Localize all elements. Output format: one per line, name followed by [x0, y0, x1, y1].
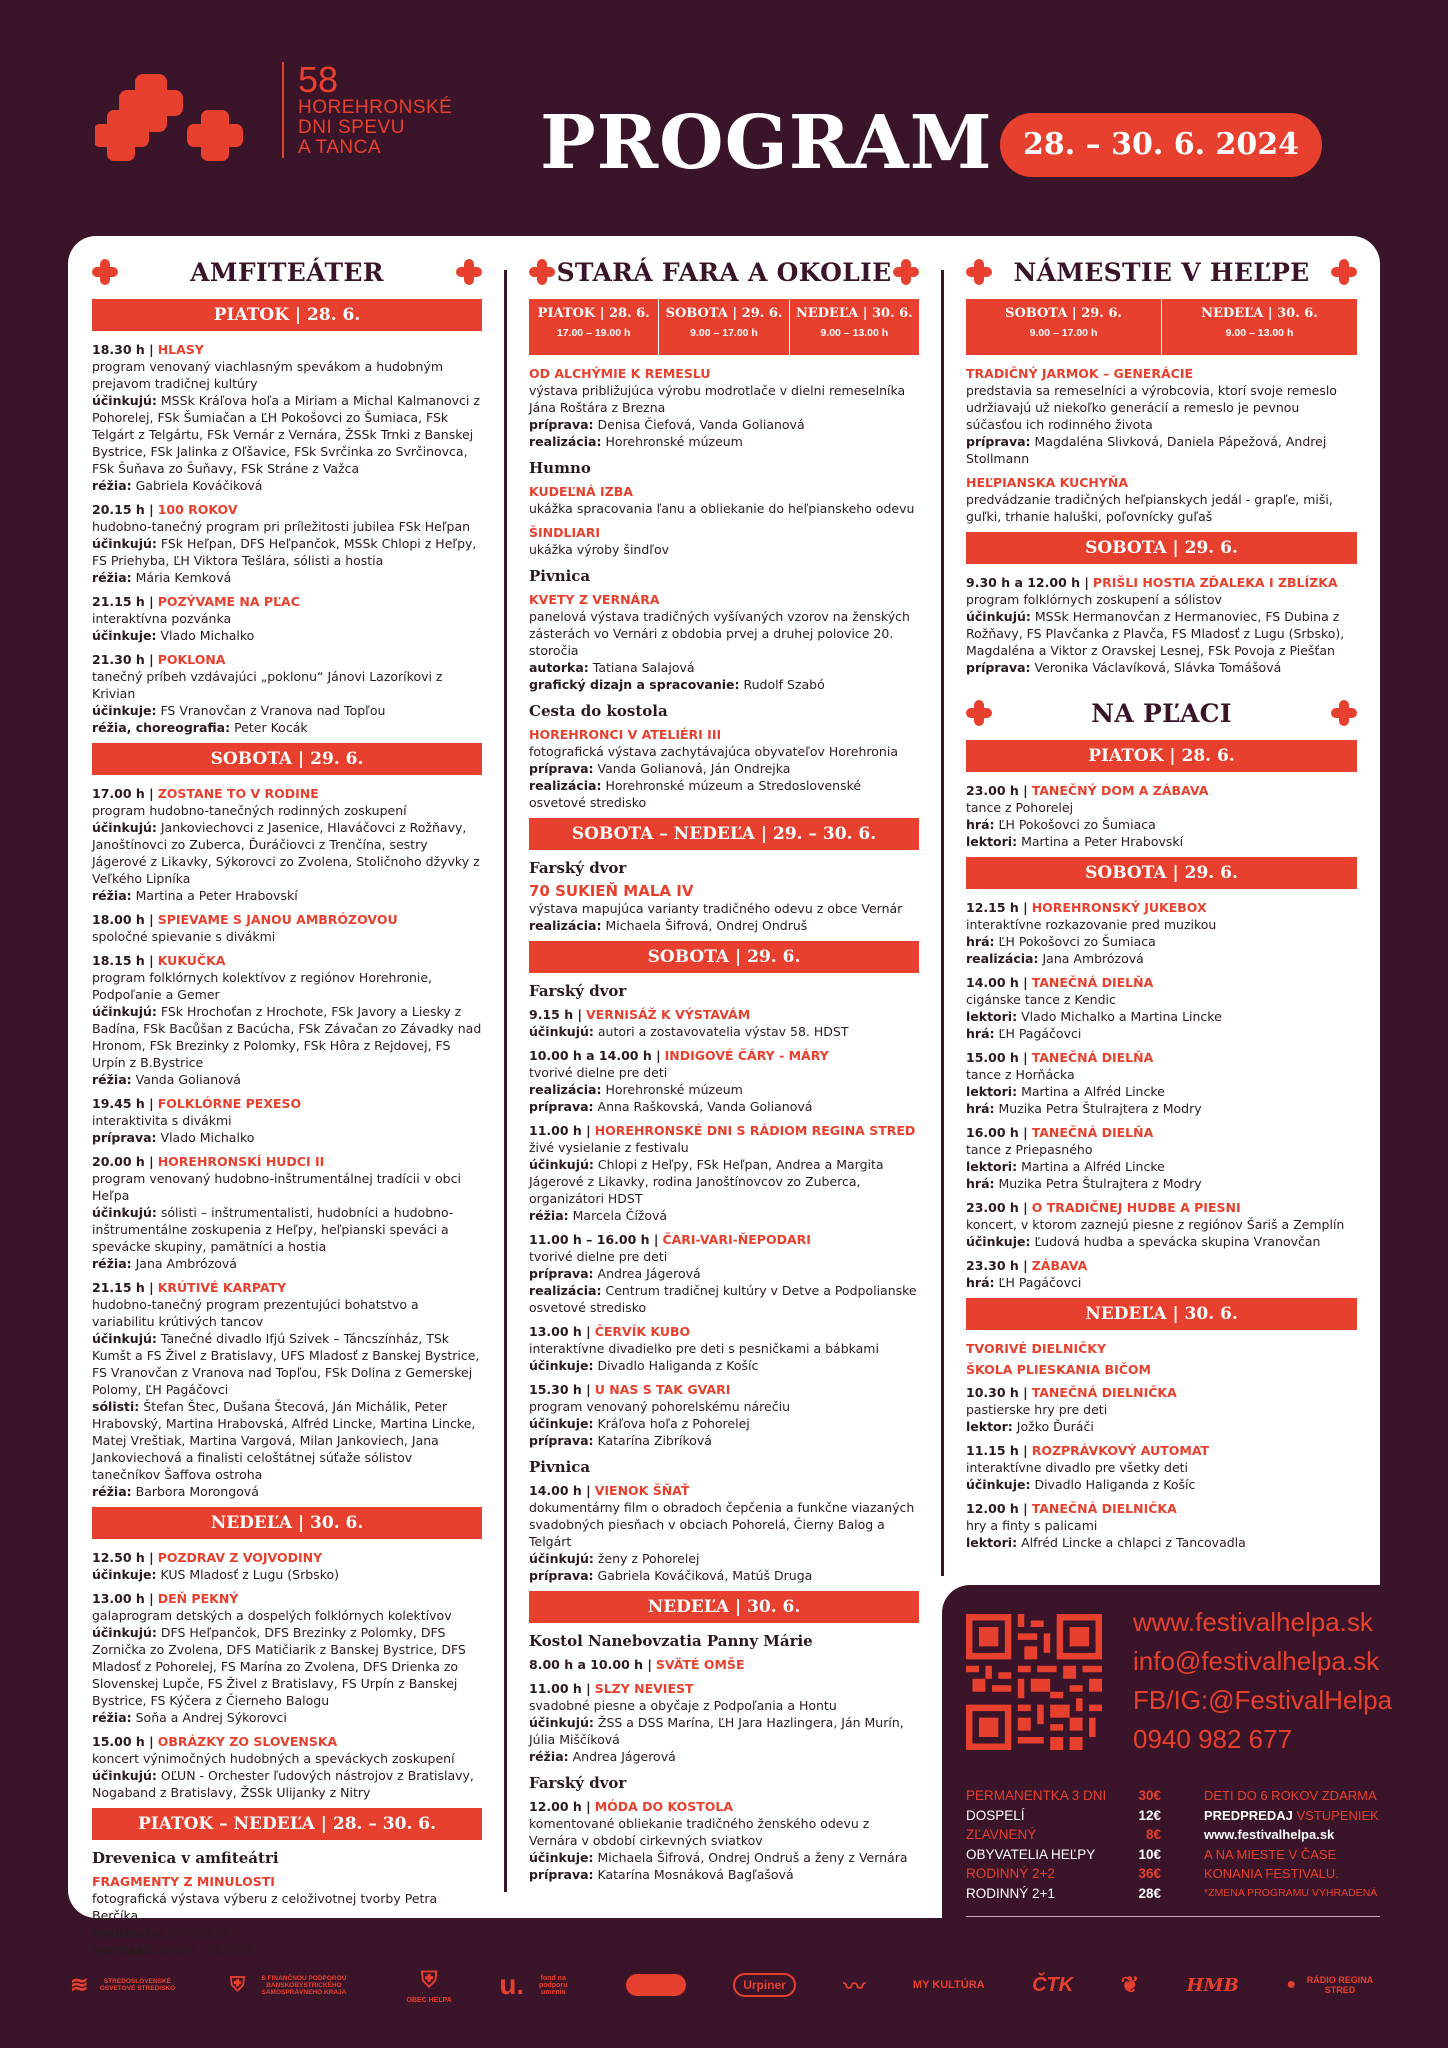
place-heading: Pivnica: [529, 1458, 591, 1476]
venue-heading: [529, 255, 919, 289]
column-namestie: [966, 255, 1357, 1558]
venue-title: AMFITEÁTER: [190, 257, 384, 287]
event: 15.30 h | U NAS S TAK GVARI program venovaný pohorelskému nárečiu účinkuje: Kráľova hoľa z Pohorelej príprava: Katarína Zibríková: [529, 1382, 790, 1448]
day-header-multi: PIATOK | 28. 6. 17.00 – 19.00 h SOBOTA | 29. 6. 9.00 – 17.00 h NEDEĽA | 30. 6. 9.00 – 13.00 h: [529, 299, 919, 355]
festival-dates-badge: 28. – 30. 6. 2024: [1000, 113, 1322, 177]
price-row: PERMANENTKA 3 DNI 30€: [966, 1788, 1161, 1803]
event: OD ALCHÝMIE K REMESLU výstava približujúca výrobu modrotlače v dielni remeselníka Jána Roštára z Brezna príprava: Denisa Čiefová, Vanda Golianová realizácia: Horehronské múzeum: [529, 366, 906, 449]
event: 23.00 h | O TRADIČNEJ HUDBE A PIESNI koncert, v ktorom zaznejú piesne z regiónov Šariš a Zemplín účinkuje: Ľudová hudba a spevácka skupina Vranovčan: [966, 1200, 1345, 1249]
phone-number[interactable]: 0940 982 677: [1133, 1724, 1293, 1754]
event: 12.00 h | TANEČNÁ DIELNIČKA hry a finty s palicami lektori: Alfréd Lincke a chlapci z Tancovadla: [966, 1501, 1246, 1550]
event: 23.30 h | ZÁBAVA hrá: ĽH Pagáčovci: [966, 1258, 1088, 1290]
logo-line-1: HOREHRONSKÉ: [298, 97, 453, 118]
cross-icon: [1331, 700, 1357, 726]
venue-heading: [966, 696, 1357, 730]
day-header: NEDEĽA | 30. 6.: [529, 1591, 919, 1623]
event: KUDEĽNÁ IZBA ukážka spracovania ľanu a obliekanie do heľpianskeho odevu: [529, 484, 915, 516]
day-header: NEDEĽA | 30. 6.: [92, 1507, 482, 1539]
social-link[interactable]: FB/IG:@FestivalHelpa: [1133, 1685, 1393, 1715]
logo-line-2: DNI SPEVU: [298, 117, 405, 138]
sponsor-logos: [70, 1945, 1380, 2025]
day-header: NEDEĽA | 30. 6.: [966, 1298, 1357, 1330]
event: 18.00 h | SPIEVAME S JANOU AMBRÓZOVOU spoločné spievanie s divákmi: [92, 912, 398, 944]
event: 21.15 h | POZÝVAME NA PĽAC interaktívna pozvánka účinkuje: Vlado Michalko: [92, 594, 300, 643]
email-link[interactable]: info@festivalhelpa.sk: [1133, 1646, 1380, 1676]
event: 70 SUKIEŇ MALA IV výstava mapujúca varianty tradičného odevu z obce Vernár realizácia: Michaela Šifrová, Ondrej Ondruš: [529, 882, 903, 933]
festival-logo-icon: [95, 62, 255, 182]
event: 14.00 h | TANEČNÁ DIELŇA cigánske tance z Kendic lektori: Vlado Michalko a Martina Lincke hrá: ĽH Pagáčovci: [966, 975, 1222, 1041]
event: 15.00 h | TANEČNÁ DIELŇA tance z Horňácka lektori: Martina a Alfréd Lincke hrá: Muzika Petra Štulrajtera z Modry: [966, 1050, 1202, 1116]
cross-icon: [529, 259, 555, 285]
event: 16.00 h | TANEČNÁ DIELŇA tance z Priepasného lektori: Martina a Alfréd Lincke hrá: Muzika Petra Štulrajtera z Modry: [966, 1125, 1202, 1191]
place-heading: Pivnica: [529, 567, 591, 585]
day-header: PIATOK | 28. 6.: [966, 740, 1357, 772]
event: 8.00 h a 10.00 h | SVÄTÉ OMŠE: [529, 1657, 745, 1672]
day-header: SOBOTA – NEDEĽA | 29. – 30. 6.: [529, 818, 919, 850]
price-row: ZĽAVNENÝ 8€: [966, 1827, 1161, 1842]
venue-title: NA PĽACI: [1091, 698, 1232, 728]
day-header: PIATOK | 28. 6.: [92, 299, 482, 331]
day-header: SOBOTA | 29. 6.: [966, 857, 1357, 889]
event: 11.00 h | HOREHRONSKÉ DNI S RÁDIOM REGINA STRED živé vysielanie z festivalu účinkujú: Chlopi z Heľpy, FSk Heľpan, Andrea a Margita Jágerové z Likavky, rodina Janoštínovcov zo Zuberca, organizátori HDST réžia: Marcela Čížová: [529, 1123, 916, 1223]
venue-heading: [966, 255, 1357, 289]
place-heading: Cesta do kostola: [529, 702, 668, 720]
event: 13.00 h | DEŇ PEKNÝ galaprogram detských a dospelých folklórnych kolektívov účinkujú: DFS Heľpančok, DFS Brezinky z Polomky, DFS Zornička zo Zvolena, DFS Matičiarik z Banskej Bystrice, DFS Mladosť z Pohorelej, FS Marína zo Zvolena, DFS Drienka zo Slovenskej Lupče, FS Živel z Bratislavy, FS Urpín z Banskej Bystrice, FS Kýčera z Čierneho Balogu réžia: Soňa a Andrej Sýkorovci: [92, 1591, 466, 1725]
header: [0, 0, 1448, 235]
cross-icon: [966, 700, 992, 726]
subheading: ŠKOLA PLIESKANIA BIČOM: [966, 1362, 1151, 1377]
place-heading: Farský dvor: [529, 982, 627, 1000]
qr-code-icon[interactable]: [966, 1614, 1102, 1750]
place-heading: Farský dvor: [529, 859, 627, 877]
program-change-note: *ZMENA PROGRAMU VYHRADENÁ: [1204, 1886, 1378, 1899]
sponsor-logo-hmb: HMB: [1186, 1974, 1239, 1996]
venue-title: STARÁ FARA A OKOLIE: [556, 257, 892, 287]
event: 18.30 h | HLASY program venovaný viachlasným spevákom a hudobným prejavom tradičnej kultúry účinkujú: MSSk Kráľova hoľa a Miriam a Michal Kalmanovci z Pohorelej, FSk Šumiačan a ĽH Pokošovci zo Šumiaca, FSk Telgárt z Telgártu, FSk Vernár z Vernára, ŽSSk Trnki z Banskej Bystrice, FSk Jalinka z Oľšavice, FSk Svrčinka zo Svrčinovca, FSk Šuňava zo Šuňavy, FSk Stráne z Važca réžia: Gabriela Kováčiková: [92, 342, 480, 493]
day-header-multi: SOBOTA | 29. 6. 9.00 – 17.00 h NEDEĽA | 30. 6. 9.00 – 13.00 h: [966, 299, 1357, 355]
cross-icon: [1331, 259, 1357, 285]
event: 12.15 h | HOREHRONSKÝ JUKEBOX interaktívne rozkazovanie pred muzikou hrá: ĽH Pokošovci zo Šumiaca realizácia: Jana Ambrózová: [966, 900, 1217, 966]
event: 19.45 h | FOLKLÓRNE PEXESO interaktivita s divákmi príprava: Vlado Michalko: [92, 1096, 302, 1145]
event: 20.15 h | 100 ROKOV hudobno-tanečný program pri príležitosti jubilea FSk Heľpan účinkujú: FSk Heľpan, DFS Heľpančok, MSSk Chlopi z Heľpy, FS Priehyba, ĽH Viktora Tešlára, sólisti a hostia réžia: Mária Kemková: [92, 502, 477, 585]
venue-heading: [92, 255, 482, 289]
column-amfiteater: [92, 255, 482, 1965]
event: 18.15 h | KUKUČKA program folklórnych kolektívov z regiónov Horehronie, Podpoľanie a Gemer účinkujú: FSk Hrochoťan z Hrochote, FSk Javory a Liesky z Badína, FSk Bacůšan z Bacúcha, FSk Závačan zo Závadky nad Hronom, FSk Brezinky z Polomky, FSk Hôra z Rejdovej, FS Urpín z B.Bystrice réžia: Vanda Golianová: [92, 953, 482, 1087]
event: 9.30 h a 12.00 h | PRIŠLI HOSTIA ZĎALEKA I ZBLÍZKA program folklórnych zoskupení a sólistov účinkujú: MSSk Hermanovčan z Hermanoviec, FS Dubina z Rožňavy, FS Plavčanka z Plavča, FS Mladosť z Lugu (Srbsko), Magdaléna a Viktor z Oravskej Lesnej, FSk Povoja z Piešťan príprava: Veronika Václavíková, Slávka Tomášová: [966, 575, 1345, 675]
subheading: TVORIVÉ DIELNIČKY: [966, 1341, 1107, 1356]
event: 10.00 h a 14.00 h | INDIGOVÉ ČÁRY - MÁRY tvorivé dielne pre deti realizácia: Horehronské múzeum príprava: Anna Raškovská, Vanda Golianová: [529, 1048, 829, 1114]
event: TRADIČNÝ JARMOK – GENERÁCIE predstavia sa remeselníci a výrobcovia, ktorí svoje remeslo udržiavajú už niekoľko generácií a remeslo je pevnou súčasťou ich rodinného života príprava: Magdaléna Slivková, Daniela Pápežová, Andrej Stollmann: [966, 366, 1337, 466]
event: 9.15 h | VERNISÁŽ K VÝSTAVÁM účinkujú: autori a zostavovatelia výstav 58. HDST: [529, 1007, 849, 1039]
sponsor-logo-obec-helpa: ⛨ OBEC HEĽPA: [406, 1966, 452, 2004]
event: 21.30 h | POKLONA tanečný príbeh vzdávajúci „poklonu“ Jánovi Lazoríkovi z Krivian účinkuje: FS Vranovčan z Vranova nad Topľou réžia, choreografia: Peter Kocák: [92, 652, 443, 735]
cross-icon: [893, 259, 919, 285]
cross-icon: [456, 259, 482, 285]
event: 11.00 h | SLZY NEVIEST svadobné piesne a obyčaje z Podpoľania a Hontu účinkujú: ŽSS a DSS Marína, ĽH Jara Hazlingera, Ján Murín, Júlia Miščíková réžia: Andrea Jágerová: [529, 1681, 904, 1764]
event: 12.00 h | MÓDA DO KOSTOLA komentované obliekanie tradičného ženského odevu z Vernára v období cirkevných sviatkov účinkuje: Michaela Šifrová, Ondrej Ondruš a ženy z Vernára príprava: Katarína Mosnáková Bagľašová: [529, 1799, 908, 1882]
event: KVETY Z VERNÁRA panelová výstava tradičných vyšívaných vzorov na ženských zásterách vo Vernári z obdobia prvej a druhej polovice 20. storočia autorka: Tatiana Salajová grafický dizajn a spracovanie: Rudolf Szabó: [529, 592, 910, 692]
sponsor-logo-bbsk: ⛨ S FINANČNOU PODPOROU BANSKOBYSTRICKÉHO SAMOSPRÁVNEHO KRAJA: [229, 1973, 347, 1996]
event: 15.00 h | OBRÁZKY ZO SLOVENSKA koncert výnimočných hudobných a speváckych zoskupení účinkujú: OĽUN - Orchester ľudových nástrojov z Bratislavy, Nogaband z Bratislavy, ŽSSk Ulijanky z Nitry: [92, 1734, 474, 1800]
event: 14.00 h | VIENOK ŠŇAŤ dokumentárny film o obradoch čepčenia a funkčne viazaných svadobných piesňach v obciach Pohorelá, Čierny Balog a Telgárt účinkujú: ženy z Pohorelej príprava: Gabriela Kováčiková, Matúš Druga: [529, 1483, 915, 1583]
place-heading: Kostol Nanebovzatia Panny Márie: [529, 1632, 813, 1650]
sponsor-logo-radio-regina: ● RÁDIO REGINA STRED: [1286, 1975, 1374, 1995]
venue-title: NÁMESTIE V HEĽPE: [1013, 257, 1310, 287]
price-row: OBYVATELIA HEĽPY 10€: [966, 1846, 1161, 1862]
event: 17.00 h | ZOSTANE TO V RODINE program hudobno-tanečných rodinných zoskupení účinkujú: Jankoviechovci z Jasenice, Hlaváčovci z Rožňavy, Janoštínovci zo Zuberca, Ďuráčiovci z Trenčína, sestry Jágerové z Likavky, Sýkorovci zo Zvolena, Stoličnoho džyvky z Veľkého Lipníka réžia: Martina a Peter Hrabovskí: [92, 786, 480, 903]
sponsor-logo-red-badge: [626, 1974, 686, 1996]
cross-icon: [966, 259, 992, 285]
festival-logo-text: [282, 59, 453, 158]
presale-site-link[interactable]: www.festivalhelpa.sk: [1204, 1827, 1335, 1842]
sponsor-logo-fpu: u. fond na podporu umenia: [499, 1969, 568, 2000]
website-link[interactable]: www.festivalhelpa.sk: [1133, 1607, 1373, 1637]
event: FRAGMENTY Z MINULOSTI fotografická výstava výberu z celoživotnej tvorby Petra Berčíka realizácia: Ján Šebeň vernisáž: piatok, 18.00 h: [92, 1874, 438, 1957]
logo-line-3: A TANCA: [298, 137, 382, 158]
event: 21.15 h | KRÚTIVÉ KARPATY hudobno-tanečný program prezentujúci bohatstvo a variabilitu krútivých tancov účinkujú: Tanečné divadlo Ifjú Szivek – Táncszínház, TSk Kumšt a FS Živel z Bratislavy, UFS Mladosť z Banskej Bystrice, FS Vranovčan z Vranova nad Topľou, FSk Dolina z Gemerskej Polomy, ĽH Pagáčovci sólisti: Štefan Štec, Dušana Štecová, Ján Michálik, Peter Hrabovský, Martina Hrabovská, Alfréd Lincke, Martina Lincke, Matej Vreštiak, Martina Vargová, Milan Jankoviech, Jana Jankoviechová a finalisti celoštátnej súťaže sólistov tanečníkov Šaffova ostroha réžia: Barbora Morongová: [92, 1280, 480, 1499]
day-header: SOBOTA | 29. 6.: [92, 743, 482, 775]
kids-free-note: DETI DO 6 ROKOV ZDARMA: [1204, 1788, 1377, 1803]
sponsor-logo-my-kultura: MY KULTÚRA: [912, 1979, 985, 1991]
sponsor-logo-soss: ≋ STREDOSLOVENSKÉ OSVETOVÉ STREDISKO: [70, 1972, 176, 1997]
contact-links: [1133, 1603, 1392, 1759]
onsite-note: A NA MIESTE V ČASE KONANIA FESTIVALU.: [1204, 1846, 1339, 1881]
event: HOREHRONCI V ATELIÉRI III fotografická výstava zachytávajúca obyvateľov Horehronia príprava: Vanda Golianová, Ján Ondrejka realizácia: Horehronské múzeum a Stredoslovenské osvetové stredisko: [529, 727, 898, 810]
event: 23.00 h | TANEČNÝ DOM A ZÁBAVA tance z Pohorelej hrá: ĽH Pokošovci zo Šumiaca lektori: Martina a Peter Hrabovskí: [966, 783, 1209, 849]
event: 13.00 h | ČERVÍK KUBO interaktívne divadielko pre deti s pesničkami a bábkami účinkuje: Divadlo Haliganda z Košíc: [529, 1324, 879, 1373]
logo-number: 58: [298, 59, 339, 100]
price-row: DOSPELÍ 12€: [966, 1807, 1161, 1823]
event: 11.00 h – 16.00 h | ČARI-VARI-ŇEPODARI tvorivé dielne pre deti príprava: Andrea Jágerová realizácia: Centrum tradičnej kultúry v Detve a Podpolianske osvetové stredisko: [529, 1232, 917, 1315]
sponsor-logo-bird: ❦: [1120, 1972, 1140, 1997]
event: 11.15 h | ROZPRÁVKOVÝ AUTOMAT interaktívne divadlo pre všetky deti účinkuje: Divadlo Haliganda z Košíc: [966, 1443, 1210, 1492]
ticket-notes: [1204, 1786, 1384, 1903]
place-heading: Drevenica v amfiteátri: [92, 1849, 279, 1867]
column-stara-fara: [529, 255, 919, 1890]
sponsor-logo-swoosh: 〰: [843, 1973, 866, 1999]
event: 10.30 h | TANEČNÁ DIELNIČKA pastierske hry pre deti lektor: Jožko Ďuráči: [966, 1385, 1177, 1434]
place-heading: Farský dvor: [529, 1774, 627, 1792]
event: 20.00 h | HOREHRONSKÍ HUDCI II program venovaný hudobno-inštrumentálnej tradícii v obci Heľpa účinkujú: sólisti – inštrumentalisti, hudobníci a hudobno-inštrumentálne zoskupenia z Heľpy, heľpianski speváci a spevácke skupiny, pamätníci a hostia réžia: Jana Ambrózová: [92, 1154, 461, 1271]
price-row: RODINNÝ 2+2 36€: [966, 1866, 1161, 1881]
place-heading: Humno: [529, 459, 591, 477]
column-divider-1: [504, 270, 507, 1892]
price-list: [966, 1786, 1161, 1903]
divider: [966, 1916, 1380, 1917]
column-divider-2: [941, 270, 944, 1576]
price-row: RODINNÝ 2+1 28€: [966, 1885, 1161, 1901]
event: ŠINDLIARI ukážka výroby šindľov: [529, 525, 670, 557]
presale-note: PREDPREDAJ VSTUPENIEK: [1204, 1807, 1379, 1823]
sponsor-logo-urpiner: Urpiner: [733, 1973, 796, 1997]
event: 12.50 h | POZDRAV Z VOJVODINY účinkuje: KUS Mladosť z Lugu (Srbsko): [92, 1550, 340, 1582]
day-header: SOBOTA | 29. 6.: [966, 532, 1357, 564]
cross-icon: [92, 259, 118, 285]
sponsor-logo-ctk: ČTK: [1032, 1973, 1074, 1996]
event: HEĽPIANSKA KUCHYŇA predvádzanie tradičných heľpianskych jedál - grapľe, miši, guľki, trhanie haluški, poľovnícky guľaš: [966, 475, 1333, 524]
day-header: PIATOK – NEDEĽA | 28. – 30. 6.: [92, 1808, 482, 1840]
day-header: SOBOTA | 29. 6.: [529, 941, 919, 973]
page-title: PROGRAM: [540, 100, 993, 186]
